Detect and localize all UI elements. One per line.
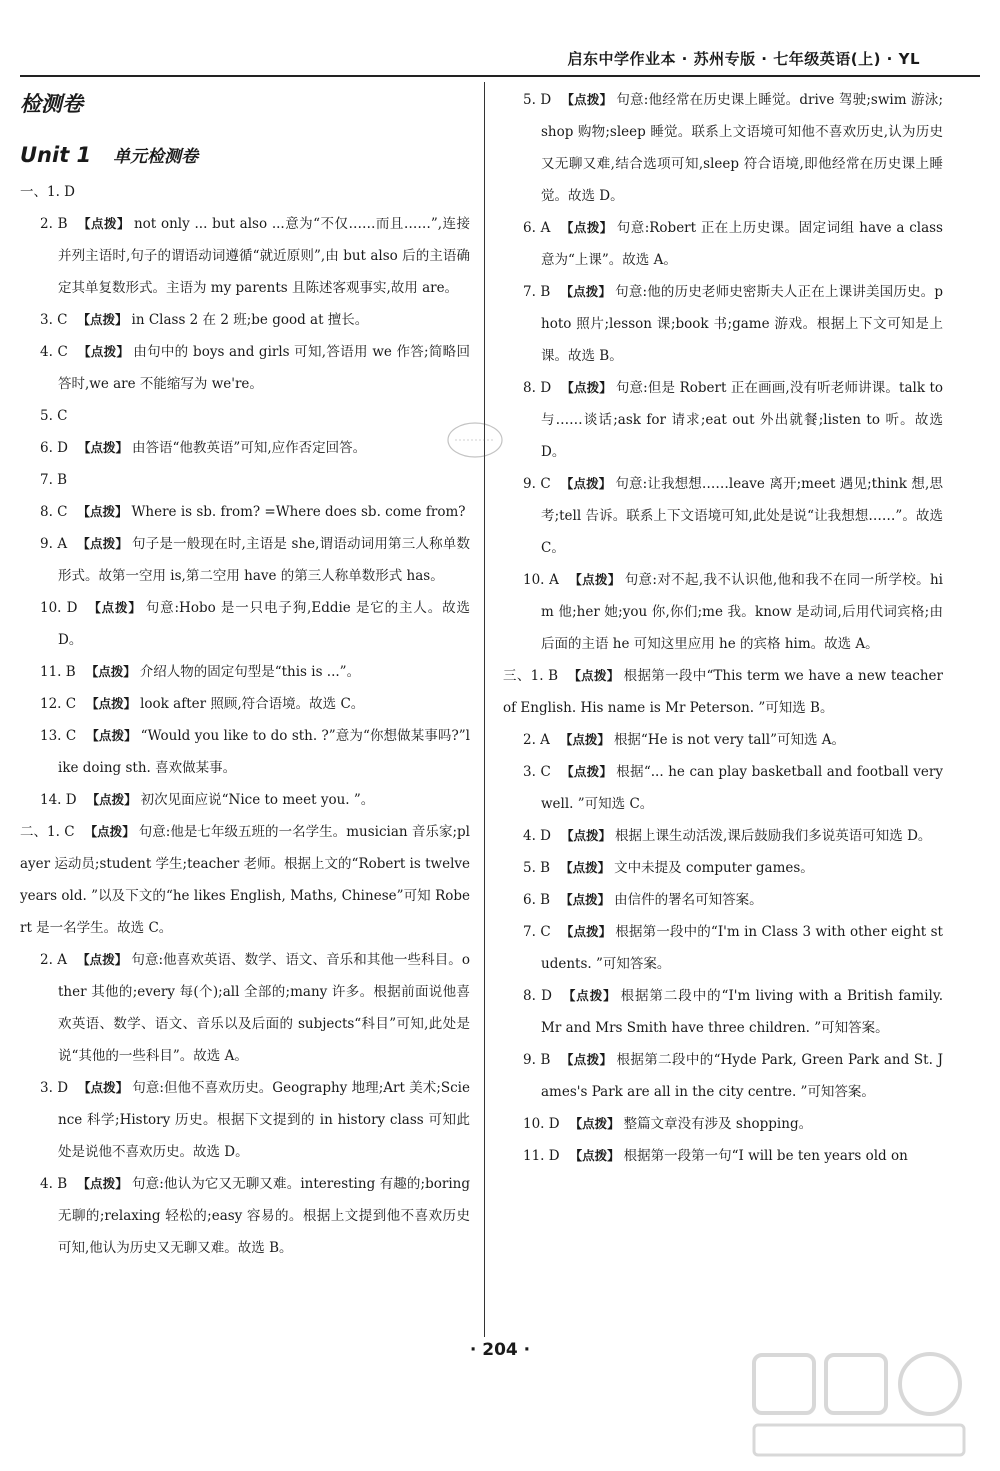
hint-tag: 【点拨】 bbox=[568, 668, 620, 683]
answer-number: 二、1. C bbox=[20, 824, 75, 840]
answer-number: 11. B bbox=[40, 664, 76, 680]
answer-item bbox=[503, 276, 943, 372]
answer-item bbox=[20, 304, 470, 336]
answer-explanation: 句意:Hobo 是一只电子狗,Eddie 是它的主人。故选 D。 bbox=[58, 600, 470, 648]
answer-item bbox=[20, 656, 470, 688]
hint-tag: 【点拨】 bbox=[560, 220, 613, 235]
hint-tag: 【点拨】 bbox=[560, 1052, 613, 1067]
answer-explanation: 句意:Robert 正在上历史课。固定词组 have a class 意为“上课”。故选 A。 bbox=[541, 220, 943, 268]
hint-tag: 【点拨】 bbox=[78, 1080, 129, 1095]
answer-explanation: 句意:他认为它又无聊又难。interesting 有趣的;boring 无聊的;relaxing 轻松的;easy 容易的。根据上文提到他不喜欢历史可知,他认为历史又无聊又难。故选 B。 bbox=[58, 1176, 470, 1256]
right-column bbox=[503, 84, 943, 1172]
hint-tag: 【点拨】 bbox=[569, 1148, 620, 1163]
answer-number: 8. C bbox=[40, 504, 68, 520]
hint-tag: 【点拨】 bbox=[560, 476, 612, 491]
answer-item bbox=[503, 1140, 943, 1172]
answer-list-right bbox=[503, 84, 943, 1172]
answer-item bbox=[503, 756, 943, 820]
hint-tag: 【点拨】 bbox=[77, 216, 130, 231]
answer-list-left bbox=[20, 176, 470, 1264]
hint-tag: 【点拨】 bbox=[77, 312, 128, 327]
unit-title: 单元检测卷 bbox=[113, 147, 199, 167]
hint-tag: 【点拨】 bbox=[77, 952, 128, 967]
answer-item bbox=[503, 1108, 943, 1140]
answer-item bbox=[503, 724, 943, 756]
answer-number: 9. A bbox=[40, 536, 68, 552]
answer-number: 8. D bbox=[523, 988, 552, 1004]
hint-tag: 【点拨】 bbox=[78, 440, 129, 455]
answer-number: 4. C bbox=[40, 344, 68, 360]
answer-explanation: 句意:但是 Robert 正在画画,没有听老师讲课。talk to 与……谈话;ask for 请求;eat out 外出就餐;listen to 听。故选 D。 bbox=[541, 380, 943, 460]
answer-item bbox=[20, 400, 470, 432]
hint-tag: 【点拨】 bbox=[86, 696, 137, 711]
hint-tag: 【点拨】 bbox=[77, 344, 130, 359]
answer-explanation: in Class 2 在 2 班;be good at 擅长。 bbox=[131, 312, 369, 328]
answer-item bbox=[503, 980, 943, 1044]
answer-item bbox=[20, 592, 470, 656]
answer-item bbox=[20, 688, 470, 720]
stamp-image bbox=[445, 420, 505, 460]
answer-number: 11. D bbox=[523, 1148, 560, 1164]
answer-item bbox=[20, 208, 470, 304]
hint-tag: 【点拨】 bbox=[77, 1176, 128, 1191]
section-title: 检测卷 bbox=[20, 92, 83, 116]
answer-explanation: 句意:对不起,我不认识他,他和我不在同一所学校。him 他;her 她;you 你,你们;me 我。know 是动词,后用代词宾格;由后面的主语 he 可知这里应用 he 的宾格 him。故选 A。 bbox=[541, 572, 943, 652]
answer-item bbox=[20, 816, 470, 944]
hint-tag: 【点拨】 bbox=[568, 572, 621, 587]
unit-heading bbox=[20, 134, 470, 176]
hint-tag: 【点拨】 bbox=[561, 92, 613, 107]
answer-number: 5. B bbox=[523, 860, 551, 876]
answer-number: 3. C bbox=[523, 764, 551, 780]
answer-explanation: Where is sb. from? =Where does sb. come from? bbox=[131, 504, 466, 520]
answer-explanation: 整篇文章没有涉及 shopping。 bbox=[623, 1116, 813, 1132]
answer-number: 4. B bbox=[40, 1176, 68, 1192]
answer-number: 5. C bbox=[40, 408, 68, 424]
answer-item bbox=[503, 564, 943, 660]
column-divider bbox=[484, 82, 485, 1337]
unit-label: Unit 1 bbox=[20, 143, 92, 167]
answer-explanation: 句意:他喜欢英语、数学、语文、音乐和其他一些科目。other 其他的;every 每(个);all 全部的;many 许多。根据前面说他喜欢英语、数学、语文、音乐以及后面的 subjects“科目”可知,此处是说“其他的一些科目”。故选 A。 bbox=[58, 952, 470, 1064]
answer-number: 一、1. D bbox=[20, 184, 75, 200]
answer-number: 10. D bbox=[523, 1116, 560, 1132]
answer-explanation: 初次见面应说“Nice to meet you. ”。 bbox=[140, 792, 375, 808]
answer-explanation: 根据第一段中“This term we have a new teacher of English. His name is Mr Peterson. ”可知选 B。 bbox=[503, 668, 943, 716]
answer-number: 12. C bbox=[40, 696, 77, 712]
answer-number: 13. C bbox=[40, 728, 77, 744]
answer-number: 10. A bbox=[523, 572, 559, 588]
answer-number: 8. D bbox=[523, 380, 552, 396]
answer-number: 2. B bbox=[40, 216, 68, 232]
answer-explanation: 句意:他的历史老师史密斯夫人正在上课讲美国历史。photo 照片;lesson 课;book 书;game 游戏。根据上下文可知是上课。故选 B。 bbox=[541, 284, 943, 364]
answer-item bbox=[503, 916, 943, 980]
hint-tag: 【点拨】 bbox=[87, 600, 142, 615]
hint-tag: 【点拨】 bbox=[560, 284, 612, 299]
answer-item bbox=[503, 660, 943, 724]
answer-item bbox=[20, 176, 470, 208]
answer-number: 10. D bbox=[40, 600, 78, 616]
answer-item bbox=[503, 84, 943, 212]
answer-number: 9. B bbox=[523, 1052, 551, 1068]
answer-explanation: 句意:但他不喜欢历史。Geography 地理;Art 美术;Science 科学;History 历史。根据下文提到的 in history class 可知此处是说他不喜欢历史。故选 D。 bbox=[58, 1080, 470, 1160]
hint-tag: 【点拨】 bbox=[560, 924, 612, 939]
answer-number: 3. D bbox=[40, 1080, 69, 1096]
hint-tag: 【点拨】 bbox=[86, 792, 137, 807]
answer-item bbox=[503, 820, 943, 852]
answer-explanation: 句意:他是七年级五班的一名学生。musician 音乐家;player 运动员;student 学生;teacher 老师。根据上文的“Robert is twelve years old. ”以及下文的“he likes English, Maths, Chinese”可知 Robert 是一名学生。故选 C。 bbox=[20, 824, 470, 936]
answer-item bbox=[20, 720, 470, 784]
answer-explanation: 句意:让我想想……leave 离开;meet 遇见;think 想,思考;tell 告诉。联系上下文语境可知,此处是说“让我想想……”。故选 C。 bbox=[541, 476, 943, 556]
page-number: · 204 · bbox=[469, 1340, 531, 1360]
hint-tag: 【点拨】 bbox=[560, 892, 611, 907]
answer-explanation: 由信件的署名可知答案。 bbox=[614, 892, 763, 908]
answer-number: 3. C bbox=[40, 312, 68, 328]
answer-item bbox=[503, 468, 943, 564]
answer-number: 2. A bbox=[523, 732, 550, 748]
hint-tag: 【点拨】 bbox=[561, 380, 612, 395]
answer-explanation: 句意:他经常在历史课上睡觉。drive 驾驶;swim 游泳;shop 购物;sleep 睡觉。联系上文语境可知他不喜欢历史,认为历史又无聊又难,结合选项可知,sleep 符合语境,即他经常在历史课上睡觉。故选 D。 bbox=[541, 92, 943, 204]
answer-number: 6. A bbox=[523, 220, 551, 236]
hint-tag: 【点拨】 bbox=[559, 732, 610, 747]
answer-explanation: 根据第一段第一句“I will be ten years old on bbox=[623, 1148, 908, 1164]
answer-number: 14. D bbox=[40, 792, 77, 808]
answer-number: 9. C bbox=[523, 476, 551, 492]
answer-explanation: 由答语“他教英语”可知,应作否定回答。 bbox=[132, 440, 367, 456]
answer-item bbox=[503, 372, 943, 468]
answer-explanation: 介绍人物的固定句型是“this is ...”。 bbox=[139, 664, 361, 680]
answer-item bbox=[503, 212, 943, 276]
answer-number: 6. D bbox=[40, 440, 68, 456]
watermark-logo bbox=[750, 1351, 970, 1461]
answer-number: 2. A bbox=[40, 952, 67, 968]
answer-number: 6. B bbox=[523, 892, 551, 908]
answer-number: 5. D bbox=[523, 92, 552, 108]
page-header bbox=[20, 42, 980, 72]
header-title: 启东中学作业本 · 苏州专版 · 七年级英语(上) · YL bbox=[567, 50, 920, 68]
hint-tag: 【点拨】 bbox=[569, 1116, 620, 1131]
answer-item bbox=[20, 496, 470, 528]
hint-tag: 【点拨】 bbox=[560, 764, 613, 779]
left-column bbox=[20, 84, 470, 1264]
answer-explanation: 根据“He is not very tall”可知选 A。 bbox=[613, 732, 846, 748]
hint-tag: 【点拨】 bbox=[77, 536, 129, 551]
header-rule bbox=[20, 75, 980, 77]
answer-item bbox=[20, 464, 470, 496]
answer-explanation: not only ... but also ...意为“不仅……而且……”,连接并列主语时,句子的谓语动词遵循“就近原则”,由 but also 后的主语确定其单复数形式。主语为 my parents 且陈述客观事实,故用 are。 bbox=[58, 216, 471, 296]
answer-explanation: 根据第二段中的“I'm living with a British family. Mr and Mrs Smith have three children. ”可知答案。 bbox=[541, 988, 943, 1036]
answer-explanation: look after 照顾,符合语境。故选 C。 bbox=[140, 696, 365, 712]
answer-item bbox=[20, 1072, 470, 1168]
answer-number: 7. C bbox=[523, 924, 551, 940]
answer-item bbox=[20, 1168, 470, 1264]
hint-tag: 【点拨】 bbox=[77, 504, 128, 519]
hint-tag: 【点拨】 bbox=[560, 860, 611, 875]
answer-item bbox=[20, 336, 470, 400]
hint-tag: 【点拨】 bbox=[561, 828, 612, 843]
answer-item bbox=[20, 432, 470, 464]
hint-tag: 【点拨】 bbox=[85, 664, 136, 679]
answer-number: 7. B bbox=[523, 284, 551, 300]
answer-explanation: 文中未提及 computer games。 bbox=[614, 860, 814, 876]
answer-item bbox=[20, 784, 470, 816]
answer-number: 三、1. B bbox=[503, 668, 559, 684]
hint-tag: 【点拨】 bbox=[561, 988, 617, 1003]
answer-number: 7. B bbox=[40, 472, 68, 488]
answer-item bbox=[503, 884, 943, 916]
answer-item bbox=[503, 1044, 943, 1108]
hint-tag: 【点拨】 bbox=[86, 728, 137, 743]
answer-explanation: “Would you like to do sth. ?”意为“你想做某事吗?”like doing sth. 喜欢做某事。 bbox=[58, 728, 470, 776]
answer-explanation: 根据第一段中的“I'm in Class 3 with other eight students. ”可知答案。 bbox=[541, 924, 943, 972]
answer-number: 4. D bbox=[523, 828, 551, 844]
answer-explanation: 由句中的 boys and girls 可知,答语用 we 作答;简略回答时,we are 不能缩写为 we're。 bbox=[58, 344, 470, 392]
answer-item bbox=[503, 852, 943, 884]
answer-explanation: 根据“... he can play basketball and football very well. ”可知选 C。 bbox=[541, 764, 943, 812]
answer-explanation: 根据第二段中的“Hyde Park, Green Park and St. James's Park are all in the city centre. ”可知答案。 bbox=[541, 1052, 943, 1100]
answer-item bbox=[20, 944, 470, 1072]
hint-tag: 【点拨】 bbox=[84, 824, 135, 839]
answer-explanation: 句子是一般现在时,主语是 she,谓语动词用第三人称单数形式。故第一空用 is,第二空用 have 的第三人称单数形式 has。 bbox=[58, 536, 470, 584]
answer-explanation: 根据上课生动活泼,课后鼓励我们多说英语可知选 D。 bbox=[615, 828, 932, 844]
answer-item bbox=[20, 528, 470, 592]
